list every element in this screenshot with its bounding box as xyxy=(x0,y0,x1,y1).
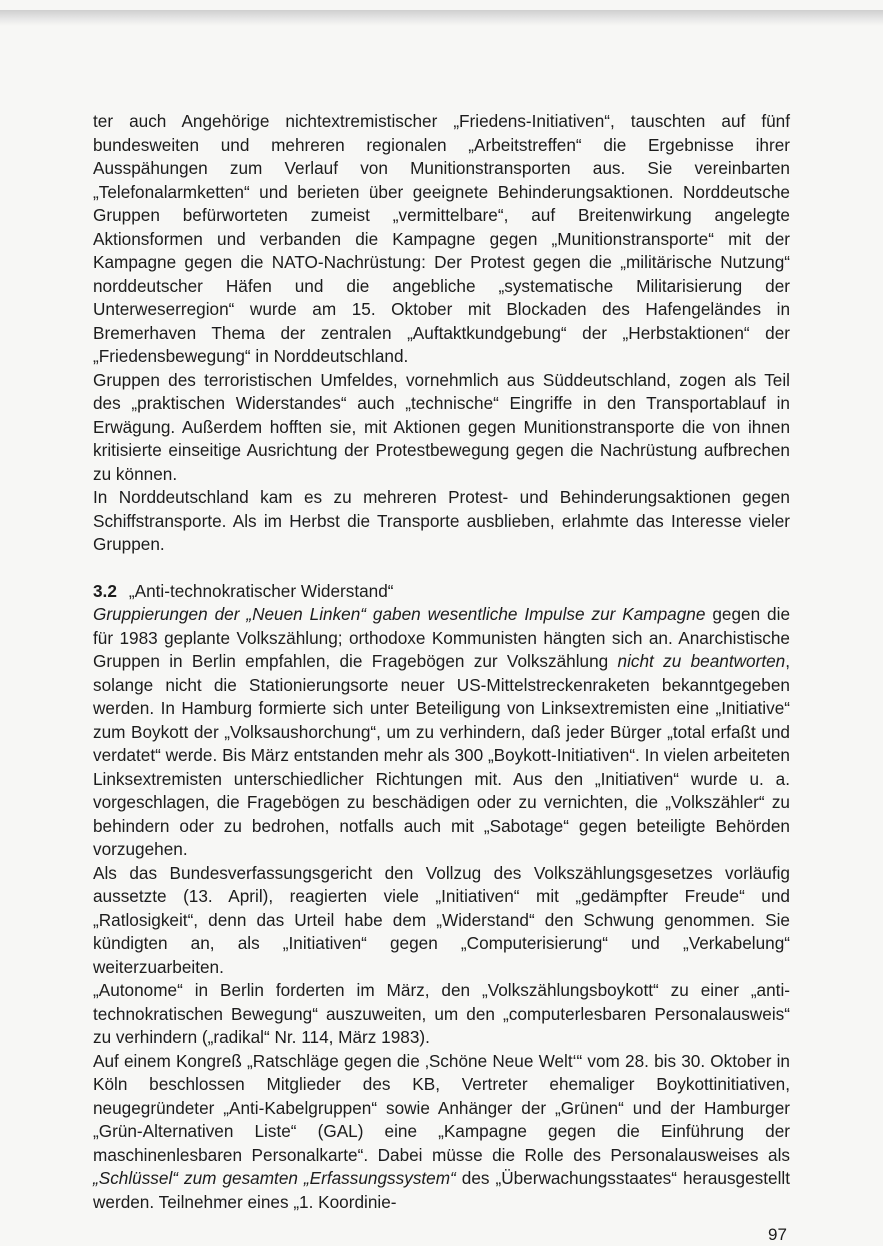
section-title: „Anti-technokratischer Widerstand“ xyxy=(128,580,394,601)
section-heading xyxy=(93,580,790,604)
paragraph xyxy=(93,1050,790,1215)
italic-text: Gruppierungen der „Neuen Linken“ gaben wesentliche Impulse zur Kampagne xyxy=(93,604,706,624)
plain-text: des „Überwachungsstaates“ herausgestellt werden. Teilnehmer eines „1. Koordinie- xyxy=(93,1168,790,1212)
paragraph: ter auch Angehörige nichtextremistischer „Friedens-Initiativen“, tauschten auf fünf bundesweiten und mehreren regionalen „Arbeitstreffen“ die Ergebnisse ihrer Ausspähungen zum Verlauf von Munitionstransporten aus. Sie vereinbarten „Telefonalarmketten“ und berieten über geeignete Behinderungsaktionen. Norddeutsche Gruppen befürworteten zumeist „vermittelbare“, auf Breitenwirkung angelegte Aktionsformen und verbanden die Kampagne gegen „Munitionstransporte“ mit der Kampagne gegen die NATO-Nachrüstung: Der Protest gegen die „militärische Nutzung“ norddeutscher Häfen und die angebliche „systematische Militarisierung der Unterweserregion“ wurde am 15. Oktober mit Blockaden des Hafengeländes in Bremerhaven Thema der zentralen „Auftaktkundgebung“ der „Herbstaktionen“ der „Friedensbewegung“ in Norddeutschland. xyxy=(93,111,790,366)
section-number: 3.2 xyxy=(93,580,117,601)
paragraph: „Autonome“ in Berlin forderten im März, den „Volkszählungsboykott“ zu einer „anti-technokratischen Bewegung“ auszuweiten, um den „computerlesbaren Personalausweis“ zu verhindern („radikal“ Nr. 114, März 1983). xyxy=(93,980,790,1047)
paragraph xyxy=(93,603,790,862)
plain-text: , solange nicht die Stationierungsorte neuer US-Mittelstreckenraketen bekanntgegeben werden. In Hamburg formierte sich unter Beteiligung von Linksextremisten eine „Initiative“ zum Boykott der „Volksaushorchung“, um zu verhindern, daß jeder Bürger „total erfaßt und verdatet“ werde. Bis März entstanden mehr als 300 „Boykott-Initiativen“. In vielen arbeiteten Linksextremisten unterschiedlicher Richtungen mit. Aus den „Initiativen“ wurde u. a. vorgeschlagen, die Fragebögen zu beschädigen oder zu vernichten, die „Volkszähler“ zu behindern oder zu bedrohen, notfalls auch mit „Sabotage“ gegen beteiligte Behörden vorzugehen. xyxy=(93,651,790,859)
document-body xyxy=(93,110,790,1214)
italic-text: „Schlüssel“ zum gesamten „Erfassungssystem“ xyxy=(93,1168,456,1188)
paragraph: Gruppen des terroristischen Umfeldes, vornehmlich aus Süddeutschland, zogen als Teil des „praktischen Widerstandes“ auch „technische“ Eingriffe in den Transportablauf in Erwägung. Außerdem hofften sie, mit Aktionen gegen Munitionstransporte die von ihnen kritisierte einseitige Ausrichtung der Protestbewegung gegen die Nachrüstung aufbrechen zu können. xyxy=(93,369,790,484)
section-spacer xyxy=(93,557,790,580)
page-edge-shadow xyxy=(0,10,883,26)
paragraph: Als das Bundesverfassungsgericht den Vollzug des Volkszählungsgesetzes vorläufig aussetzte (13. April), reagierten viele „Initiativen“ mit „gedämpfter Freude“ und „Ratlosigkeit“, denn das Urteil habe dem „Widerstand“ den Schwung genommen. Sie kündigten an, als „Initiativen“ gegen „Computerisierung“ und „Verkabelung“ weiterzuarbeiten. xyxy=(93,862,790,977)
plain-text: gegen die für 1983 geplante Volkszählung; orthodoxe Kommunisten hängten sich an. Anarchistische Gruppen in Berlin empfahlen, die Fragebögen zur Volkszählung xyxy=(93,604,790,671)
page-number: 97 xyxy=(768,1225,787,1244)
plain-text: Auf einem Kongreß „Ratschläge gegen die ‚Schöne Neue Welt‘“ vom 28. bis 30. Oktober in Köln beschlossen Mitglieder des KB, Vertreter ehemaliger Boykottinitiativen, neugegründeter „Anti-Kabelgruppen“ sowie Anhänger der „Grünen“ und der Hamburger „Grün-Alternativen Liste“ (GAL) eine „Kampagne gegen die Einführung der maschinenlesbaren Personalkarte“. Dabei müsse die Rolle des Personalausweises als xyxy=(93,1050,790,1165)
paragraph: In Norddeutschland kam es zu mehreren Protest- und Behinderungsaktionen gegen Schiffstransporte. Als im Herbst die Transporte ausblieben, erlahmte das Interesse vieler Gruppen. xyxy=(93,487,790,554)
italic-text: nicht zu beantworten xyxy=(617,651,786,671)
